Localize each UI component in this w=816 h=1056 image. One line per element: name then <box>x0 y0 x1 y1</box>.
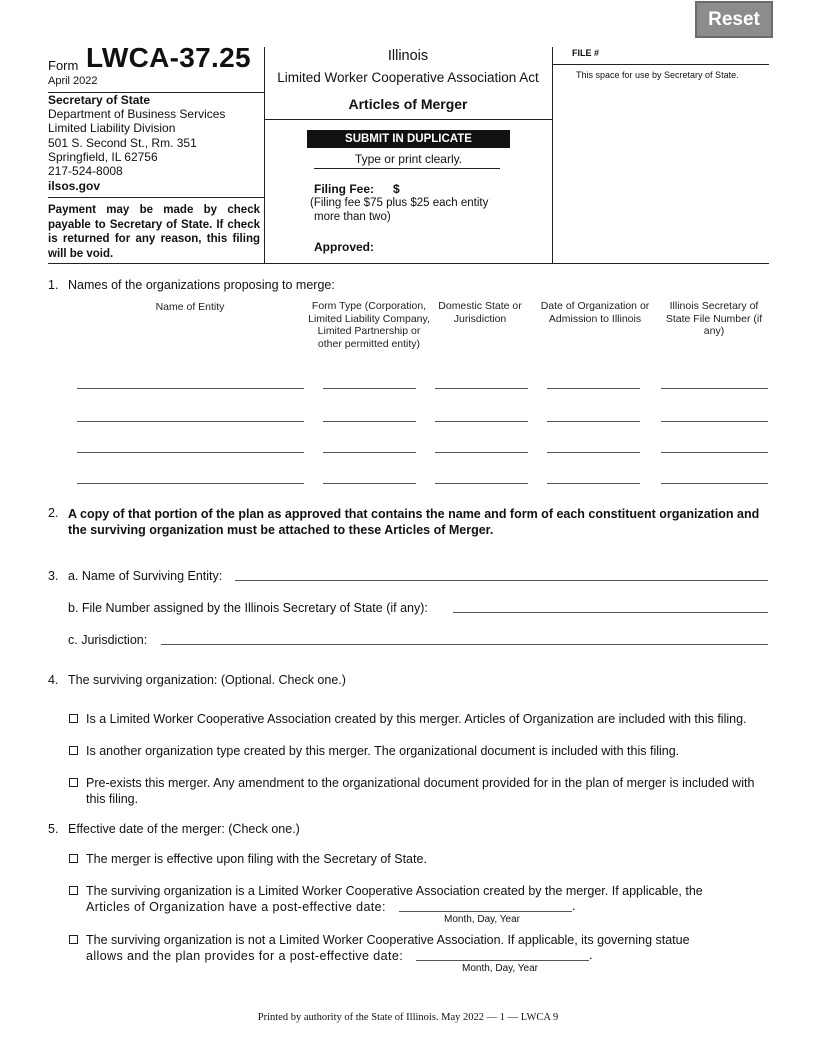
item4-option2-text: Is another organization type created by this merger. The organizational document is included with this filing. <box>86 744 680 758</box>
jurisdiction-field[interactable] <box>161 644 768 645</box>
submit-banner: SUBMIT IN DUPLICATE <box>307 130 510 148</box>
header-bottom-rule <box>48 263 769 264</box>
entity-file-field[interactable] <box>661 388 768 389</box>
col-date-of-organization: Date of Organization or Admission to Illinois <box>540 300 650 325</box>
file-number-label: b. File Number assigned by the Illinois Secretary of State (if any): <box>68 601 428 615</box>
entity-domestic-field[interactable] <box>435 452 528 453</box>
item5-label: Effective date of the merger: (Check one.) <box>68 822 300 836</box>
surviving-entity-label: a. Name of Surviving Entity: <box>68 569 223 583</box>
state-name: Illinois <box>387 48 429 64</box>
office-name: Secretary of State <box>48 93 151 107</box>
form-word: Form <box>48 58 79 73</box>
office-address-2: Springfield, IL 62756 <box>48 150 158 164</box>
item2-text: A copy of that portion of the plan as approved that contains the name and form of each constituent organization and the surviving organization must be attached to these Articles of Merger. <box>68 507 760 537</box>
filing-fee-note-2: more than two) <box>314 211 391 223</box>
reset-button[interactable]: Reset <box>695 1 773 38</box>
file-space-note: This space for use by Secretary of State. <box>576 70 739 80</box>
date-field-1-period: . <box>572 899 576 913</box>
entity-file-field[interactable] <box>661 421 768 422</box>
entity-domestic-field[interactable] <box>435 421 528 422</box>
item4-option1-text: Is a Limited Worker Cooperative Association created by this merger. Articles of Organization are included with this filing. <box>86 712 747 726</box>
form-number: LWCA-37.25 <box>86 42 251 73</box>
item1-label: Names of the organizations proposing to merge: <box>68 278 335 292</box>
item4-option3-checkbox[interactable] <box>69 778 78 787</box>
post-effective-date-field-2[interactable] <box>416 960 589 961</box>
item4-option2-checkbox[interactable] <box>69 746 78 755</box>
item5-option3-checkbox[interactable] <box>69 935 78 944</box>
item4-option1-checkbox[interactable] <box>69 714 78 723</box>
item4-option3-text: Pre-exists this merger. Any amendment to the organizational document provided for in the plan of merger is included with this filing. <box>86 776 755 806</box>
file-number-label: FILE # <box>572 48 600 58</box>
file-rule <box>552 64 769 65</box>
item4-label: The surviving organization: (Optional. Check one.) <box>68 673 346 687</box>
payment-note: Payment may be made by check payable to Secretary of State. If check is returned for any reason, this filing will be void. <box>48 204 260 260</box>
entity-form-type-field[interactable] <box>323 421 416 422</box>
date-caption-2: Month, Day, Year <box>462 963 538 974</box>
col-name-of-entity: Name of Entity <box>155 301 225 313</box>
footer-text: Printed by authority of the State of Illinois. May 2022 — 1 — LWCA 9 <box>257 1012 559 1023</box>
item3-number: 3. <box>48 569 59 583</box>
filing-fee-symbol: $ <box>393 182 400 196</box>
act-name: Limited Worker Cooperative Association Act <box>277 70 539 85</box>
entity-form-type-field[interactable] <box>323 388 416 389</box>
entity-name-field[interactable] <box>77 483 304 484</box>
office-phone: 217-524-8008 <box>48 164 123 178</box>
item5-option2-line2: Articles of Organization have a post-effective date: <box>86 900 386 914</box>
entity-date-field[interactable] <box>547 421 640 422</box>
item5-option1-text: The merger is effective upon filing with the Secretary of State. <box>86 852 427 866</box>
type-print-note: Type or print clearly. <box>354 152 463 166</box>
item2-number: 2. <box>48 506 59 520</box>
entity-form-type-field[interactable] <box>323 483 416 484</box>
item5-option3-line1: The surviving organization is not a Limited Worker Cooperative Association. If applicable, its governing statue <box>86 933 690 947</box>
entity-name-field[interactable] <box>77 452 304 453</box>
entity-name-field[interactable] <box>77 421 304 422</box>
item5-option2-checkbox[interactable] <box>69 886 78 895</box>
document-title: Articles of Merger <box>348 96 468 112</box>
col-domestic-state: Domestic State or Jurisdiction <box>438 300 522 325</box>
entity-date-field[interactable] <box>547 388 640 389</box>
date-caption-1: Month, Day, Year <box>444 914 520 925</box>
jurisdiction-label: c. Jurisdiction: <box>68 633 148 647</box>
entity-date-field[interactable] <box>547 483 640 484</box>
filing-fee-label: Filing Fee: <box>314 182 374 196</box>
type-print-rule <box>314 168 500 169</box>
office-division: Limited Liability Division <box>48 121 176 135</box>
item1-number: 1. <box>48 278 59 292</box>
entity-file-field[interactable] <box>661 483 768 484</box>
surviving-entity-field[interactable] <box>235 580 768 581</box>
filing-fee-note-1: (Filing fee $75 plus $25 each entity <box>310 197 489 209</box>
form-date: April 2022 <box>48 75 98 87</box>
col-file-number: Illinois Secretary of State File Number (if any) <box>665 300 763 337</box>
approved-label: Approved: <box>314 240 374 254</box>
item4-number: 4. <box>48 673 59 687</box>
office-website: ilsos.gov <box>48 179 101 193</box>
item5-number: 5. <box>48 822 59 836</box>
item5-option1-checkbox[interactable] <box>69 854 78 863</box>
item5-option3-line2: allows and the plan provides for a post-effective date: <box>86 949 404 963</box>
office-address-1: 501 S. Second St., Rm. 351 <box>48 136 197 150</box>
center-rule <box>264 119 552 120</box>
file-number-field[interactable] <box>453 612 768 613</box>
entity-date-field[interactable] <box>547 452 640 453</box>
entity-form-type-field[interactable] <box>323 452 416 453</box>
item5-option2-line1: The surviving organization is a Limited Worker Cooperative Association created by the merger. If applicable, the <box>86 884 703 898</box>
col-form-type: Form Type (Corporation, Limited Liability Company, Limited Partnership or other permitted entity) <box>308 300 430 350</box>
post-effective-date-field-1[interactable] <box>399 911 572 912</box>
date-field-2-period: . <box>589 948 593 962</box>
entity-domestic-field[interactable] <box>435 388 528 389</box>
entity-name-field[interactable] <box>77 388 304 389</box>
entity-domestic-field[interactable] <box>435 483 528 484</box>
left-rule-2 <box>48 197 264 198</box>
office-dept: Department of Business Services <box>48 107 226 121</box>
entity-file-field[interactable] <box>661 452 768 453</box>
header-divider-2 <box>552 47 553 264</box>
